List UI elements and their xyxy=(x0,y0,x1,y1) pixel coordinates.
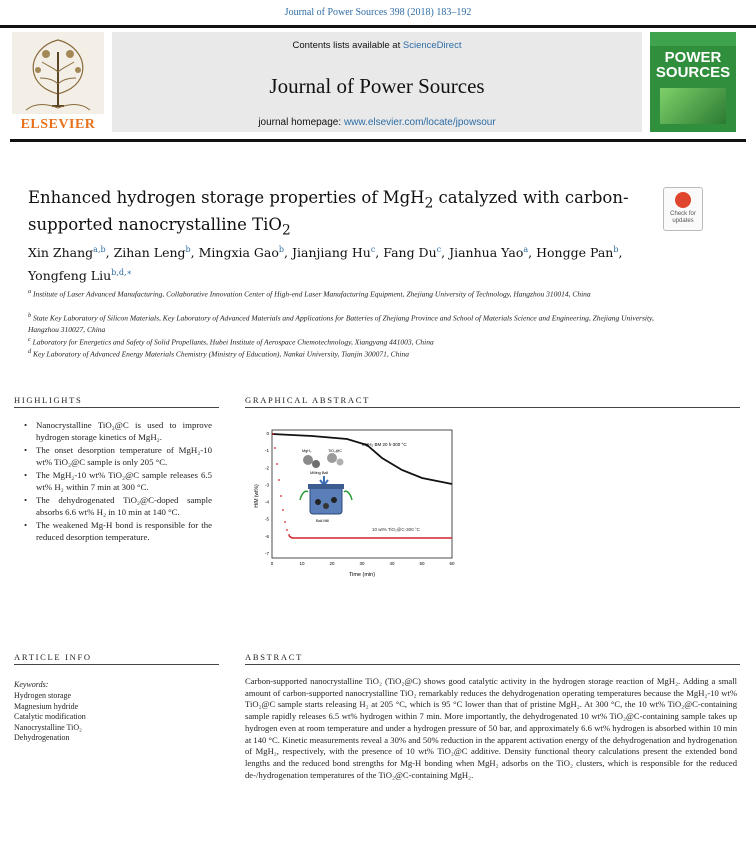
check-badge-line1: Check for xyxy=(670,211,696,217)
graphical-abstract-rule xyxy=(245,407,740,408)
title-part: Enhanced hydrogen storage properties of MgH xyxy=(28,188,425,207)
check-badge-text xyxy=(664,211,702,225)
cover-image xyxy=(660,88,726,124)
rotate-arrow-left xyxy=(300,491,308,500)
cover-title-line2: SOURCES xyxy=(655,64,731,81)
inset-label-mgh2: MgH₂ xyxy=(302,449,312,453)
keyword-item[interactable]: Dehydrogenation xyxy=(14,733,70,742)
y-tick-label: -5 xyxy=(264,516,269,522)
graphical-abstract-figure[interactable] xyxy=(252,418,458,578)
y-axis-label: H/M (wt%) xyxy=(254,484,260,508)
inset-label-ball-mill: Ball Mill xyxy=(316,519,330,523)
author-list: Xin Zhang$^{a,b}$, Zihan Leng$^b$, Mingxia Gao$^b$, Jianjiang Hu$^c$, Fang Du$^c$, Jianhua Yao$^a$, Hongge Pan$^b$, Yongfeng Liu$^{b,d,∗}$ xyxy=(28,245,623,284)
cover-top-band xyxy=(650,32,736,46)
y-tick-label: 0 xyxy=(266,431,269,436)
abstract-text: Carbon-supported nanocrystalline TiO₂ (TiO₂@C) shows good catalytic activity in the hydrogen storage reaction of MgH₂. Adding a small amount of carbon-supported nanocrystalline TiO₂ remarkably reduces the dehydrogenation operating temperatures because the MgH₂-10 wt% TiO₂@C sample starts releasing H₂ at 205 °C, which is 95 °C lower than that of pristine MgH₂. At 300 °C, the 10 wt% TiO₂@C-containing sample rapidly releases 6.5 wt% hydrogen within 7 min. More importantly, the dehydrogenated 10 wt% TiO₂@C-containing sample takes up hydrogen even at room temperature and under a hydrogen pressure of 50 bar, and approximately 6.6 wt% hydrogen is absorbed within 10 min at 140 °C. Kinetic measurements reveal a 30% and 50% reduction in the apparent activation energy of the dehydrogenation and hydrogenation of MgH₂, respectively, with the presence of 10 wt% TiO₂@C additive. Density functional theory calculations present the extended bond lengths and the reduced bond strengths for Mg-H bonding when MgH₂ adsorbs on the TiO₂ clusters, which is responsible for the reduced de-/hydrogenation temperatures of the TiO₂@C-containing MgH₂. xyxy=(245,676,737,780)
y-tick-label: -6 xyxy=(264,533,269,539)
affil-sup: b xyxy=(28,312,32,319)
arrow-down-icon xyxy=(320,476,328,485)
graphical-abstract-plot xyxy=(252,418,458,578)
affiliation-b xyxy=(28,310,678,335)
author-name[interactable]: Fang Du$^c$ xyxy=(383,245,442,261)
highlights-list xyxy=(22,420,212,545)
x-tick-label: 10 xyxy=(299,561,305,566)
x-tick-labels xyxy=(271,561,455,566)
highlights-rule xyxy=(14,407,219,408)
keyword-item[interactable]: Catalytic modification xyxy=(14,712,86,721)
elsevier-tree-icon xyxy=(12,32,104,114)
title-part: supported nanocrystalline TiO xyxy=(28,215,282,235)
abstract-rule xyxy=(245,664,740,665)
author-name[interactable]: Mingxia Gao$^b$ xyxy=(198,245,285,261)
contents-line xyxy=(112,40,642,51)
contents-prefix: Contents lists available at xyxy=(292,40,403,51)
x-tick-label: 60 xyxy=(449,561,455,566)
keyword-item[interactable]: Nanocrystalline TiO₂ xyxy=(14,722,82,732)
affil-sup: c xyxy=(28,336,31,343)
legend-bottom-label: 10 wt% TiO₂@C-300 °C xyxy=(372,527,420,532)
y-tick-label: -4 xyxy=(264,499,269,505)
sciencedirect-link[interactable]: ScienceDirect xyxy=(402,40,462,51)
title-sub: 2 xyxy=(424,195,434,212)
keyword-item[interactable]: Magnesium hydride xyxy=(14,701,79,711)
keyword-item[interactable]: Hydrogen storage xyxy=(14,691,72,700)
y-tick-label: -3 xyxy=(264,482,269,488)
author-name[interactable]: Zihan Leng$^b$ xyxy=(113,245,191,261)
rotate-arrow-right xyxy=(344,491,352,500)
author-name[interactable]: Yongfeng Liu$^{b,d,∗}$ xyxy=(28,268,132,284)
series-doped-points xyxy=(272,433,290,536)
keywords-list xyxy=(14,691,214,744)
y-tick-labels xyxy=(265,431,270,556)
top-rule xyxy=(0,25,756,28)
ball-mill-inset xyxy=(300,449,352,523)
cover-title xyxy=(654,50,732,80)
keywords-label: Keywords: xyxy=(14,680,49,689)
author-name[interactable]: Jianhua Yao$^a$ xyxy=(449,245,529,261)
highlight-item: • The MgH₂-10 wt% TiO₂@C sample releases 6.5 wt% H₂ within 7 min at 300 °C. xyxy=(22,470,212,493)
article-info-rule xyxy=(14,664,219,665)
highlight-item: • The dehydrogenated TiO₂@C-doped sample absorbs 6.6 wt% H₂ in 10 min at 140 °C. xyxy=(22,495,212,518)
highlight-item: • The weakened Mg-H bond is responsible for the reduced desorption temperature. xyxy=(22,520,212,543)
affil-sup: a xyxy=(28,288,32,295)
title-part: catalyzed with carbon- xyxy=(433,188,629,207)
affil-text: Institute of Laser Advanced Manufacturing, Collaborative Innovation Center of High-end Laser Manufacturing Equipment, Zhejiang University of Technology, Hangzhou 310014, China xyxy=(33,289,591,299)
x-tick-label: 30 xyxy=(359,561,365,566)
x-tick-label: 40 xyxy=(389,561,395,566)
affiliation-a xyxy=(28,286,678,300)
journal-homepage-link[interactable]: www.elsevier.com/locate/jpowsour xyxy=(343,117,496,128)
x-axis-label: Time (min) xyxy=(348,572,376,578)
author-name[interactable]: Hongge Pan$^b$ xyxy=(536,245,619,261)
y-tick-label: -2 xyxy=(264,465,269,471)
x-tick-label: 20 xyxy=(329,561,335,566)
article-info-heading: ARTICLE INFO xyxy=(14,652,92,662)
highlight-item: • Nanocrystalline TiO₂@C is used to improve hydrogen storage kinetics of MgH₂. xyxy=(22,420,212,443)
check-badge-line2: updates xyxy=(672,218,694,224)
article-title xyxy=(28,187,648,242)
affil-text: Key Laboratory of Advanced Energy Materials Chemistry (Ministry of Education), Nankai University, Tianjin 300071, China xyxy=(33,349,410,359)
y-tick-label: -1 xyxy=(264,448,269,454)
journal-cover-thumbnail[interactable] xyxy=(650,32,736,132)
affil-text: Laboratory for Energetics and Safety of Solid Propellants, Hubei Institute of Aerospace Chemotechnology, Xiangyang 441003, China xyxy=(32,337,434,347)
affil-text: State Key Laboratory of Silicon Materials, Key Laboratory of Advanced Materials and Applications for Batteries of Zhejiang Province and School of Materials Science and Engineering, Zhejiang University, Hangzhou 310027, China xyxy=(28,313,654,334)
check-for-updates-button[interactable] xyxy=(663,187,703,231)
author-name[interactable]: Jianjiang Hu$^c$ xyxy=(291,245,376,261)
homepage-prefix: journal homepage: xyxy=(258,117,344,128)
homepage-line xyxy=(112,117,642,128)
affil-sup: d xyxy=(28,348,32,355)
abstract-heading: ABSTRACT xyxy=(245,652,303,662)
series-doped-curve xyxy=(289,536,452,538)
legend-top-label: MgH₂ BM 20 h-300 °C xyxy=(362,442,407,447)
highlights-heading: HIGHLIGHTS xyxy=(14,395,83,405)
inset-label-milling-ball: Milling Ball xyxy=(310,471,329,475)
journal-reference[interactable]: Journal of Power Sources 398 (2018) 183–192 xyxy=(284,7,472,18)
crossmark-icon xyxy=(675,192,691,208)
cover-title-line1: POWER xyxy=(664,49,722,66)
inset-label-tio2c: TiO₂@C xyxy=(328,449,343,453)
x-tick-label: 50 xyxy=(419,561,425,566)
title-sub: 2 xyxy=(281,222,291,239)
journal-name: Journal of Power Sources xyxy=(269,74,485,98)
y-tick-label: -7 xyxy=(264,551,269,556)
author-name[interactable]: Xin Zhang$^{a,b}$ xyxy=(28,245,106,261)
x-tick-label: 0 xyxy=(270,561,274,566)
ball-mill-jar xyxy=(310,486,342,514)
graphical-abstract-heading: GRAPHICAL ABSTRACT xyxy=(245,395,370,405)
highlight-item: • The onset desorption temperature of MgH₂-10 wt% TiO₂@C sample is only 205 °C. xyxy=(22,445,212,468)
affiliation-d xyxy=(28,346,678,360)
header-rule xyxy=(10,139,746,142)
publisher-name: ELSEVIER xyxy=(20,117,96,132)
